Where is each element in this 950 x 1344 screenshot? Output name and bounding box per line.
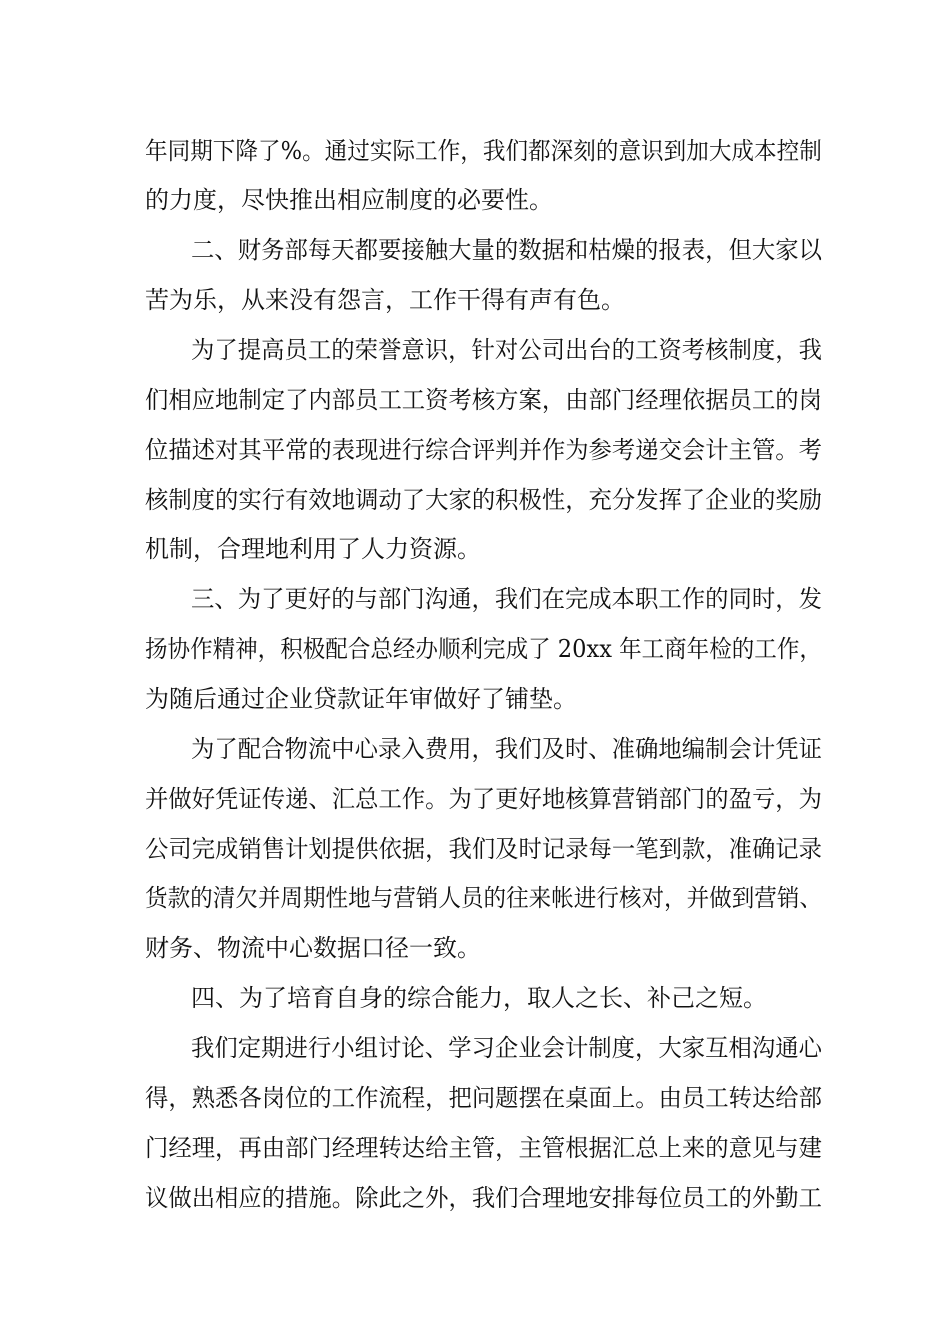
text-line: 机制，合理地利用了人力资源。 [145,535,481,563]
text-line: 公司完成销售计划提供依据，我们及时记录每一笔到款，准确记录 [145,835,822,863]
text-line: 为了提高员工的荣誉意识，针对公司出台的工资考核制度，我 [191,336,823,364]
text-line: 的力度，尽快推出相应制度的必要性。 [145,186,553,214]
text-line: 财务、物流中心数据口径一致。 [145,934,481,962]
text-line: 门经理，再由部门经理转达给主管，主管根据汇总上来的意见与建 [145,1134,822,1162]
text-line: 并做好凭证传递、汇总工作。为了更好地核算营销部门的盈亏，为 [145,785,822,813]
text-line: 我们定期进行小组讨论、学习企业会计制度，大家互相沟通心 [191,1034,823,1062]
text-line: 年同期下降了%。通过实际工作，我们都深刻的意识到加大成本控制 [145,137,822,165]
text-line: 们相应地制定了内部员工工资考核方案，由部门经理依据员工的岗 [145,386,822,414]
text-line: 货款的清欠并周期性地与营销人员的往来帐进行核对，并做到营销、 [145,884,823,912]
text-line: 议做出相应的措施。除此之外，我们合理地安排每位员工的外勤工 [145,1184,822,1212]
text-line: 三、为了更好的与部门沟通，我们在完成本职工作的同时，发 [191,585,823,613]
text-line: 扬协作精神，积极配合总经办顺利完成了 20xx 年工商年检的工作， [145,635,822,663]
text-line: 苦为乐，从来没有怨言，工作干得有声有色。 [145,286,625,314]
text-line: 为随后通过企业贷款证年审做好了铺垫。 [145,685,577,713]
text-line: 二、财务部每天都要接触大量的数据和枯燥的报表，但大家以 [191,236,823,264]
text-line: 四、为了培育自身的综合能力，取人之长、补己之短。 [191,984,767,1012]
text-line: 位描述对其平常的表现进行综合评判并作为参考递交会计主管。考 [145,436,822,464]
text-line: 为了配合物流中心录入费用，我们及时、准确地编制会计凭证 [191,735,823,763]
text-line: 得，熟悉各岗位的工作流程，把问题摆在桌面上。由员工转达给部 [145,1084,822,1112]
text-line: 核制度的实行有效地调动了大家的积极性，充分发挥了企业的奖励 [145,486,822,514]
